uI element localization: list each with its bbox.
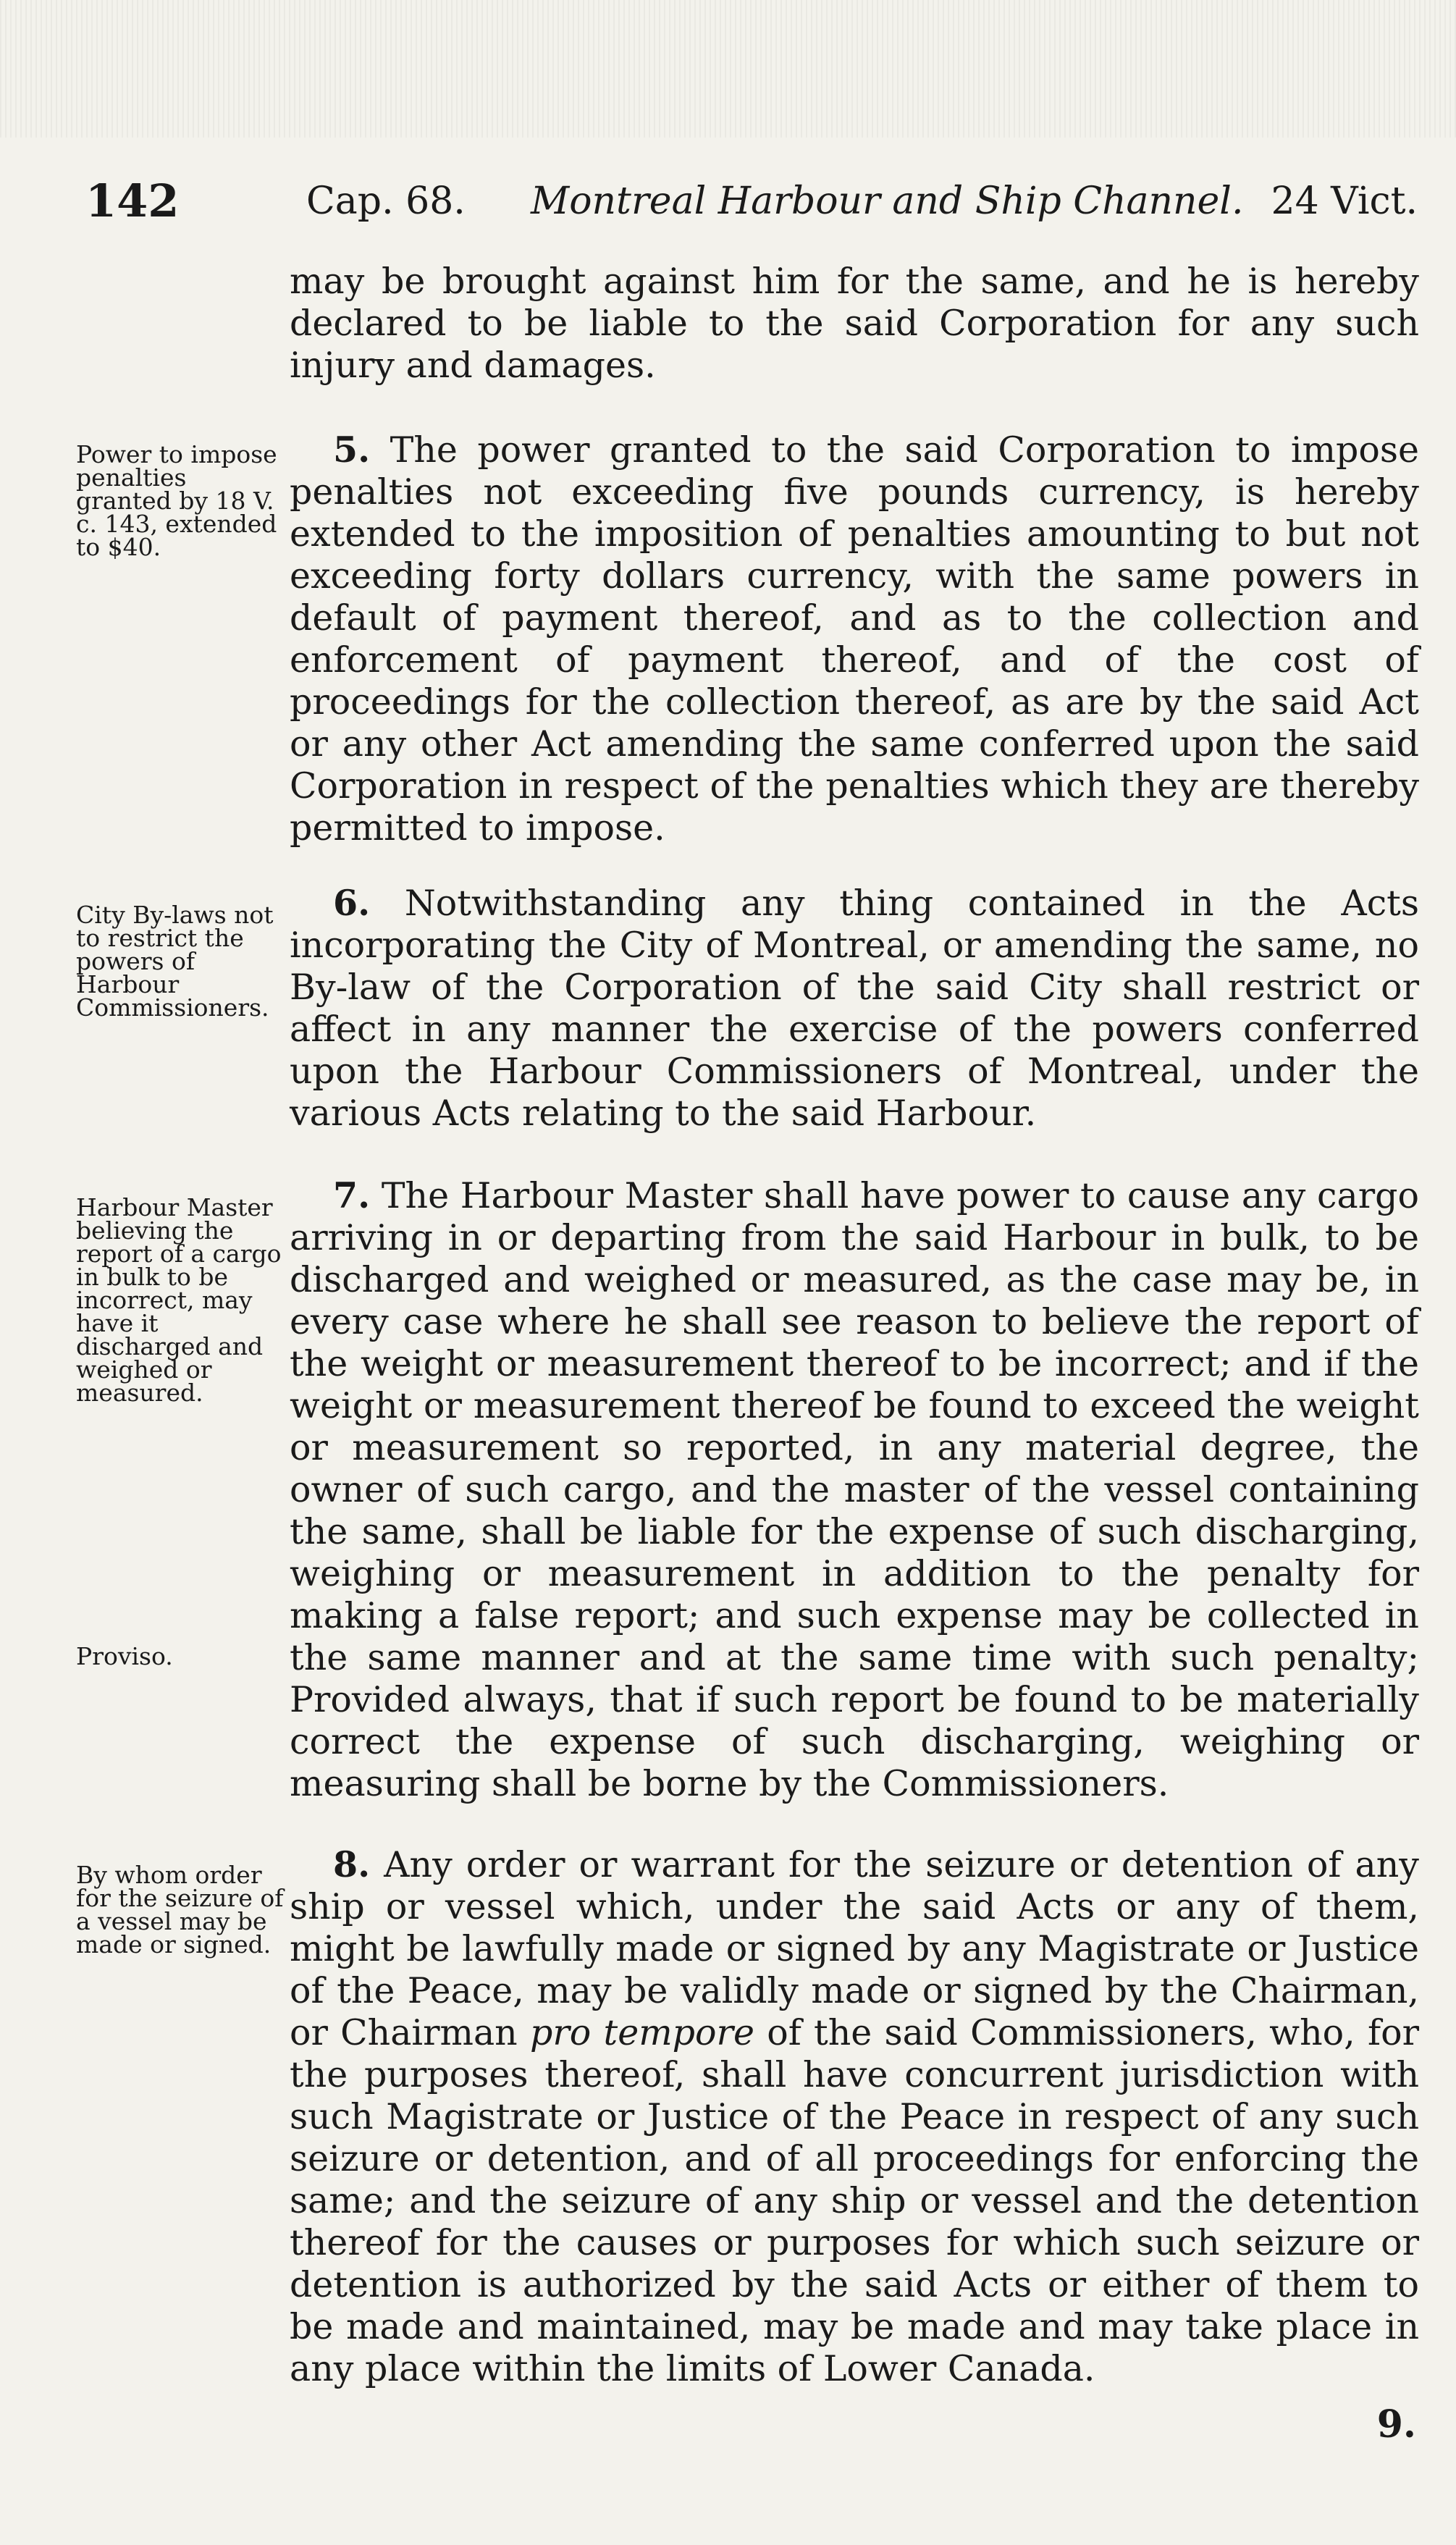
section-7-paragraph — [290, 1174, 1419, 1805]
running-title: Montreal Harbour and Ship Channel. — [531, 180, 1244, 223]
continuation-paragraph: may be brought against him for the same, and he is hereby declared to be liable to the said Corporation for any such injury and damages. — [290, 261, 1419, 386]
section-5-paragraph — [290, 429, 1419, 849]
catchword: 9. — [1376, 2402, 1416, 2447]
section-number: 5. — [333, 429, 371, 471]
section-number: 8. — [333, 1843, 371, 1885]
section-6-paragraph — [290, 882, 1419, 1135]
marginal-note-section-5: Power to impose penalties granted by 18 V. c. 143, extended to $40. — [76, 440, 277, 561]
section-number: 6. — [333, 882, 371, 924]
page-number: 142 — [85, 174, 180, 227]
section-text-part-2: of the said Commissioners, who, for the purposes thereof, shall have concurrent jurisdiction with such Magistrate or Justice of the Peace in respect of any such seizure or detention, and of all proceedings for enforcing the same; and the seizure of any ship or vessel and the detention thereof for the causes or purposes for which such seizure or detention is authorized by the said Acts or either of them to be made and maintained, may be made and may take place in any place within the limits of Lower Canada. — [290, 2012, 1420, 2389]
scan-noise-band — [0, 0, 1456, 138]
chapter-label: Cap. 68. — [306, 180, 466, 223]
section-8-paragraph — [290, 1843, 1419, 2390]
marginal-note-section-6: City By-laws not to restrict the powers of Harbour Commissioners. — [76, 901, 274, 1022]
marginal-note-section-8: By whom order for the seizure of a vessel may be made or signed. — [76, 1861, 284, 1959]
section-text: The Harbour Master shall have power to cause any cargo arriving in or departing from the said Harbour in bulk, to be discharged and weighed or measured, as the case may be, in every case where he shall see reason to believe the report of the weight or measurement thereof to be incorrect; and if the weight or measurement thereof be found to exceed the weight or measurement so reported, in any material degree, the owner of such cargo, and the master of the vessel containing the same, shall be liable for the expense of such discharging, weighing or measurement in addition to the penalty for making a false report; and such expense may be collected in the same manner and at the same time with such penalty; Provided always, that if such report be found to be materially correct the expense of such discharging, weighing or measuring shall be borne by the Commissioners. — [290, 1175, 1419, 1804]
marginal-note-proviso: Proviso. — [76, 1642, 173, 1670]
section-text: The power granted to the said Corporation to impose penalties not exceeding five pounds currency, is hereby extended to the imposition of penalties amounting to but not exceeding forty dollars currency, with the same powers in default of payment thereof, and as to the collection and enforcement of payment thereof, and of the cost of proceedings for the collection thereof, as are by the said Act or any other Act amending the same conferred upon the said Corporation in respect of the penalties which they are thereby permitted to impose. — [290, 429, 1419, 849]
italic-phrase: pro tempore — [529, 2012, 754, 2053]
marginal-note-section-7: Harbour Master believing the report of a cargo in bulk to be incorrect, may have it discharged and weighed or measured. — [76, 1193, 282, 1407]
section-number: 7. — [333, 1174, 371, 1216]
section-text: Notwithstanding any thing contained in the Acts incorporating the City of Montreal, or amending the same, no By-law of the Corporation of the said City shall restrict or affect in any manner the exercise of the powers conferred upon the Harbour Commissioners of Montreal, under the various Acts relating to the said Harbour. — [290, 883, 1419, 1134]
section-text-part-1: Any order or warrant for the seizure or detention of any ship or vessel which, under the said Acts or any of them, might be lawfully made or signed by any Magistrate or Justice of the Peace, may be validly made or signed by the Chairman, or Chairman — [290, 1844, 1419, 2053]
regnal-year: 24 Vict. — [1271, 180, 1418, 223]
page-header — [85, 172, 1432, 230]
